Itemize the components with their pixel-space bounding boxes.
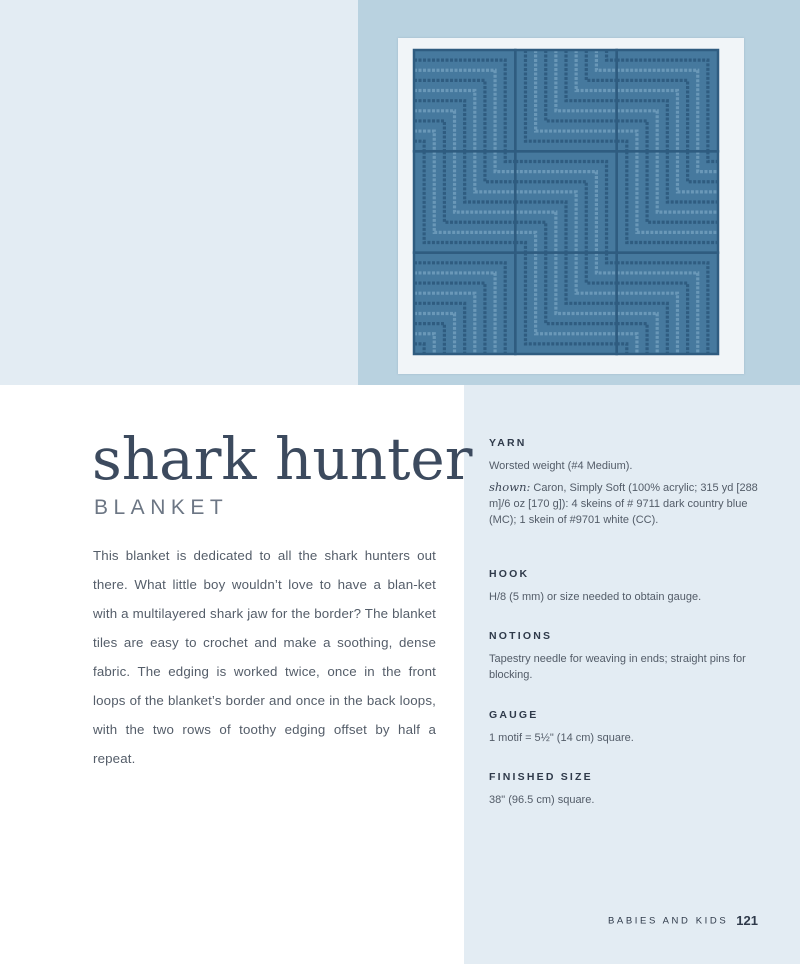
spec-yarn-shown-label: shown:	[489, 480, 531, 494]
spec-hook	[489, 568, 759, 605]
footer-section-label: BABIES AND KIDS	[607, 915, 729, 927]
spec-yarn-heading: YARN	[489, 437, 527, 449]
blanket-swatch-photo	[398, 38, 744, 374]
spec-finished-size	[489, 771, 759, 808]
spec-finished-size-heading: FINISHED SIZE	[489, 771, 593, 783]
spec-hook-heading: HOOK	[489, 568, 530, 580]
spec-yarn-shown-text: Caron, Simply Soft (100% acrylic; 315 yd [288 m]/6 oz [170 g]): 4 skeins of # 9711 dark country blue (MC); 1 skein of #9701 white (CC).	[489, 482, 758, 526]
spec-yarn-weight: Worsted weight (#4 Medium).	[489, 460, 633, 472]
intro-paragraph: This blanket is dedicated to all the shark hunters out there. What little boy wouldn’t love to have a blan-ket with a multilayered shark jaw for the border? The blanket tiles are easy to crochet and make a soothing, dense fabric. The edging is worked twice, once in the front loops of the blanket’s border and once in the back loops, with the two rows of toothy edging offset by half a repeat.	[93, 548, 436, 766]
spec-gauge-text: 1 motif = 5½" (14 cm) square.	[489, 732, 634, 744]
spec-yarn-shown	[489, 479, 759, 528]
page-title: shark hunter	[92, 425, 473, 493]
top-left-panel	[0, 0, 358, 385]
page-subtitle: BLANKET	[94, 496, 229, 519]
spec-notions	[489, 630, 759, 683]
spec-hook-text: H/8 (5 mm) or size needed to obtain gauge.	[489, 591, 702, 603]
page-footer	[608, 912, 758, 930]
spec-finished-size-text: 38" (96.5 cm) square.	[489, 794, 595, 806]
spec-notions-text: Tapestry needle for weaving in ends; straight pins for blocking.	[489, 653, 746, 681]
page-number: 121	[736, 913, 758, 929]
crocheted-swatch-image	[398, 38, 744, 374]
spec-gauge	[489, 709, 759, 746]
spec-notions-heading: NOTIONS	[489, 630, 553, 642]
spec-yarn	[489, 437, 759, 528]
spec-gauge-heading: GAUGE	[489, 709, 539, 721]
